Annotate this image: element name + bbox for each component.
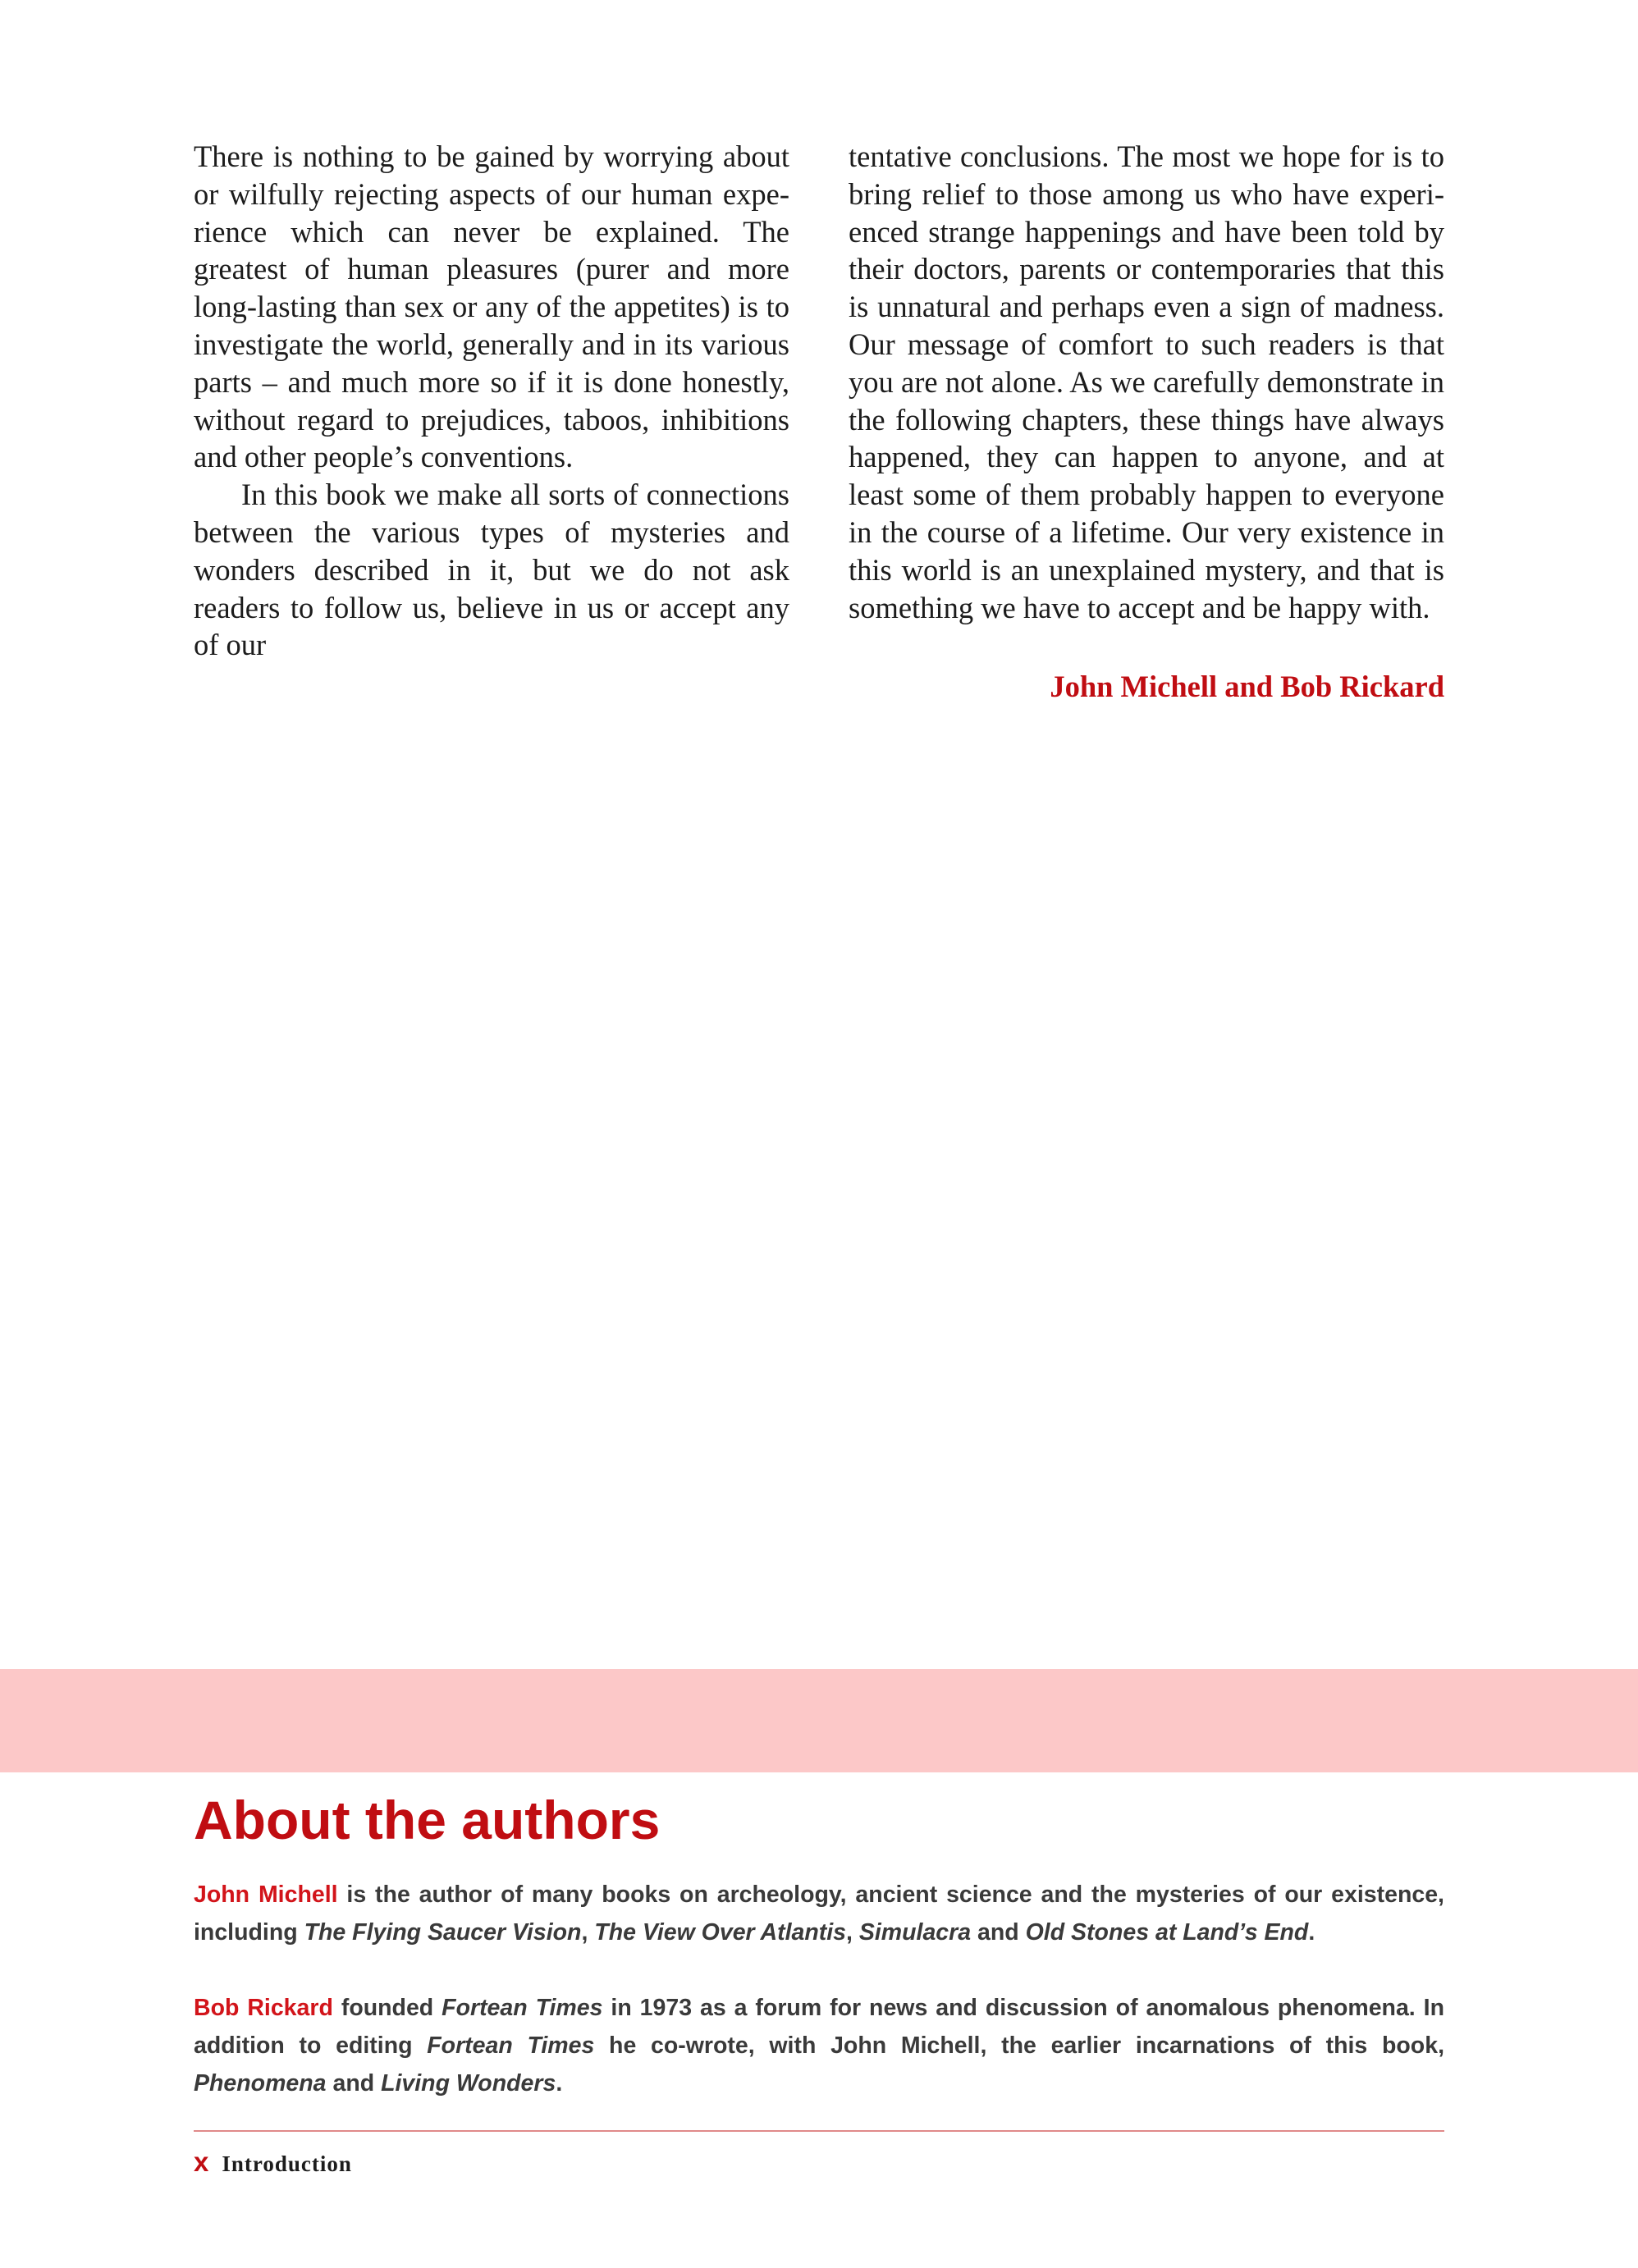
book-title: Living Wonders bbox=[381, 2070, 556, 2097]
intro-paragraph-2: In this book we make all sorts of connections between the various types of mysteries and wonders described in it, but we do not ask readers to follow us, believe in us or accept any of our bbox=[194, 478, 789, 662]
bio-separator: , bbox=[846, 1919, 859, 1946]
bio-end: . bbox=[1308, 1919, 1315, 1946]
bio-bob-rickard bbox=[194, 1989, 1444, 2102]
bio-text: he co-wrote, with John Michell, the earlier incarnations of this book, bbox=[594, 2033, 1444, 2059]
bio-text: founded bbox=[332, 1995, 442, 2021]
bio-john-michell bbox=[194, 1876, 1444, 1951]
bio-text: in 1973 as a forum for news and discussion of anomalous phenomena. In addition to editing bbox=[194, 1995, 1444, 2059]
bio-separator: and bbox=[971, 1919, 1026, 1946]
about-authors-heading: About the authors bbox=[194, 1790, 661, 1850]
bio-text: is the author of many books on archeology, ancient science and the mysteries of our existence, including bbox=[194, 1882, 1444, 1946]
page-number: x bbox=[194, 2147, 209, 2177]
page-footer bbox=[194, 2147, 352, 2183]
intro-paragraph-1: There is nothing to be gained by worrying about or wilfully rejecting aspects of our human experience which can never be explained. The greatest of human pleasures (purer and more long-lasting than sex or any of the appetites) is to investigate the world, generally and in its various parts – and much more so if it is done honestly, without regard to prejudices, taboos, inhibitions and other people’s conventions. bbox=[194, 139, 789, 474]
bio-separator: and bbox=[326, 2070, 382, 2097]
bio-end: . bbox=[556, 2070, 563, 2097]
footer-rule bbox=[194, 2130, 1444, 2132]
intro-paragraph-3: tentative conclusions. The most we hope for is to bring relief to those among us who have experienced strange happenings and have been told by their doctors, parents or contemporaries that this is unnatural and perhaps even a sign of madness. Our message of comfort to such readers is that you are not alone. As we carefully demonstrate in the following chapters, these things have always happened, they can happen to anyone, and at least some of them probably happen to everyone in the course of a lifetime. Our very existence in this world is an unexplained mystery, and that is something we have to accept and be happy with. bbox=[849, 139, 1444, 624]
decorative-band bbox=[0, 1669, 1638, 1772]
intro-column-right bbox=[849, 138, 1444, 626]
intro-column-left bbox=[194, 138, 789, 664]
publication-title: Fortean Times bbox=[427, 2033, 595, 2059]
book-title: Old Stones at Land’s End bbox=[1025, 1919, 1309, 1946]
book-title: Simulacra bbox=[858, 1919, 972, 1946]
intro-signature: John Michell and Bob Rickard bbox=[1050, 670, 1444, 703]
book-title: Phenomena bbox=[194, 2070, 327, 2097]
author-name-bob-rickard: Bob Rickard bbox=[194, 1995, 333, 2021]
section-title: Introduction bbox=[222, 2151, 352, 2176]
bio-separator: , bbox=[581, 1919, 595, 1946]
publication-title: Fortean Times bbox=[442, 1995, 603, 2021]
author-name-john-michell: John Michell bbox=[194, 1882, 338, 1908]
book-title: The View Over Atlantis bbox=[594, 1919, 847, 1946]
book-title: The Flying Saucer Vision bbox=[304, 1919, 582, 1946]
